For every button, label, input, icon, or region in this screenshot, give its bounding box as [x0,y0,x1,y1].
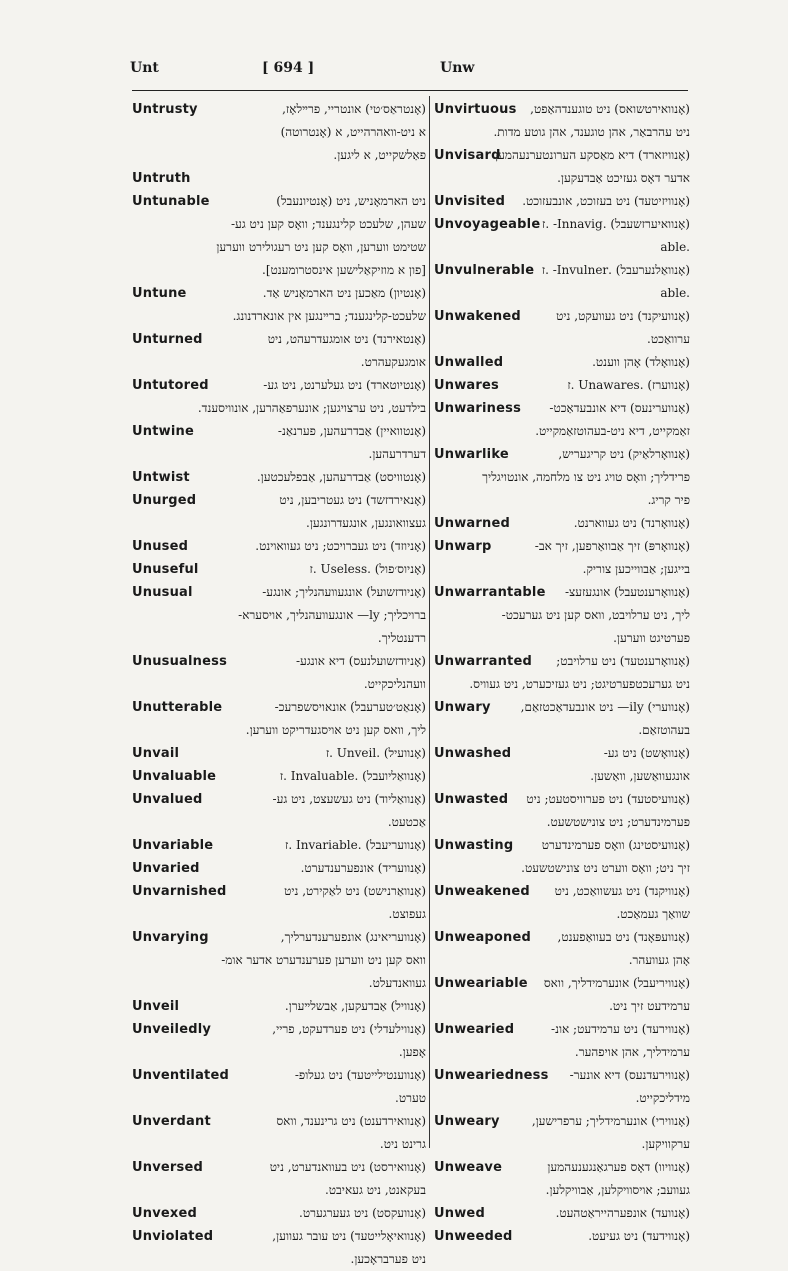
entry-definition: (אָנוועריד) אונפערענדערט. [300,861,426,875]
dictionary-entry [434,305,690,351]
entry-headword: Unwalled [434,355,504,370]
dictionary-entry [132,167,426,190]
entry-headword: Unwarranted [434,654,532,669]
entry-continuation: געפוצט. [388,907,426,921]
entry-first-line [434,259,690,282]
entry-continuation: פיר קריג. [647,493,690,507]
entry-continuation: ערקוויקען. [641,1137,690,1151]
entry-continuation: בעקאנט, ניט געאיבט. [324,1183,426,1197]
dictionary-entry [132,190,426,282]
dictionary-entry [434,926,690,972]
dictionary-entry [434,1156,690,1202]
entry-first-line [434,1202,690,1225]
entry-headword: Unturned [132,332,203,347]
entry-first-line [132,995,426,1018]
entry-definition: (אָנווילעדלי) ניט פערדעקט, פריי, [272,1022,426,1036]
entry-headword: Unvaried [132,861,200,876]
entry-headword: Unwarrantable [434,585,546,600]
entry-definition: (אָנוועיקנד) ניט געוועקט, ניט [556,309,690,323]
entry-continuation: זאַמקייט, דיא ניט-בעהוטזאַמקייט. [535,424,690,438]
entry-continuation: ברויכליך; ly— אונגעוועהנליך, אויסערא- [238,608,426,622]
entry-headword: Unweakened [434,884,530,899]
entry-first-line [132,696,426,719]
entry-definition: (אָנוואָרנד) ניט געווארנט. [573,516,690,530]
entry-headword: Unwares [434,378,499,393]
dictionary-entry [132,374,426,420]
entry-definition: ניט הארמאָניש, ניט (אָנטיונעבל) [276,194,426,208]
right-column [434,98,690,1248]
dictionary-entry [434,650,690,696]
entry-definition: (אָנוועריאינג) אונפערענדערליך, [280,930,426,944]
entry-definition: (אָנוויל) אַבדעקען, אַבשלײערן. [284,999,426,1013]
entry-headword: Unvariable [132,838,214,853]
entry-definition: (אָנוועיסטעד) ניט פערוויסטעט; ניט [526,792,690,806]
dictionary-entry [132,558,426,581]
entry-definition: (אָנוואָרענטעד) ניט ערלויבט; [556,654,690,668]
entry-continuation: פערטיגט ווערען. [613,631,690,645]
entry-headword: Unwariness [434,401,522,416]
entry-headword: Unventilated [132,1068,229,1083]
dictionary-entry [132,742,426,765]
entry-definition: (אָנוואירסט) ניט בעוואנדערט, ניט [269,1160,426,1174]
entry-definition: (אָנאַט׳טערעבל) אונאויסשפרעכ- [274,700,426,714]
entry-continuation: [פון א מוזיקאַלישען אינסטרומענט]. [262,263,426,277]
entry-first-line [132,1018,426,1041]
dictionary-entry [434,1064,690,1110]
dictionary-entry [132,581,426,650]
dictionary-entry [434,834,690,880]
entry-first-line [434,190,690,213]
entry-definition: (אָנוואיערזשעבל) .Innavig- .ז [542,217,690,231]
entry-headword: Untruth [132,171,191,186]
entry-headword: Unvisard [434,148,501,163]
entry-continuation: געוואנדעלט. [368,976,426,990]
dictionary-entry [132,489,426,535]
dictionary-entry [132,98,426,167]
entry-first-line [132,1225,426,1248]
entry-first-line [132,1156,426,1179]
entry-continuation: וועהנליכקייט. [363,677,426,691]
entry-continuation: גרינט ניט. [379,1137,426,1151]
dictionary-entry [434,880,690,926]
entry-headword: Unvirtuous [434,102,517,117]
entry-first-line [434,351,690,374]
entry-first-line [132,880,426,903]
entry-headword: Unwarp [434,539,492,554]
entry-headword: Unvarnished [132,884,227,899]
entry-first-line [132,282,426,305]
entry-continuation: בעהוטזאַם. [638,723,690,737]
dictionary-entry [434,696,690,742]
entry-definition: (אָנוואיאָלייטעד) ניט עובר געווען, [272,1229,426,1243]
entry-definition: (אָנטוויסט) אַבדרעהען, אַבפלעכטען. [256,470,426,484]
entry-continuation: ערמידעט זיך ניט. [609,999,690,1013]
entry-headword: Unvarying [132,930,209,945]
entry-first-line [434,926,690,949]
entry-first-line [434,1156,690,1179]
entry-headword: Unweary [434,1114,500,1129]
entry-first-line [434,1110,690,1133]
entry-continuation: ניט גערעכטפערטיגט; ניט געזיכערט, ניט געוויס. [469,677,690,691]
entry-continuation: אדער דאָס געזיכט אַבדעקען. [557,171,690,185]
dictionary-entry [434,972,690,1018]
column-divider [429,96,430,1148]
entry-headword: Unwarlike [434,447,509,462]
entry-headword: Unvulnerable [434,263,535,278]
dictionary-entry [132,1156,426,1202]
entry-continuation: ליך, וואס קען ניט אויסגעדריקט ווערען. [245,723,426,737]
entry-headword: Unvisited [434,194,506,209]
entry-first-line [434,512,690,535]
dictionary-entry [434,259,690,305]
entry-first-line [132,834,426,857]
entry-continuation: אָפען. [398,1045,426,1059]
entry-definition: (אָנווידעד) ניט געיעט. [588,1229,690,1243]
dictionary-entry [434,581,690,650]
entry-first-line [132,489,426,512]
entry-headword: Unutterable [132,700,223,715]
entry-first-line [434,696,690,719]
entry-headword: Unwakened [434,309,521,324]
entry-definition: (אָנוואַלנערעבל) .Invulner- .ז [541,263,690,277]
entry-headword: Unvalued [132,792,203,807]
entry-first-line [434,535,690,558]
dictionary-entry [434,535,690,581]
entry-first-line [434,1018,690,1041]
dictionary-entry [434,144,690,190]
entry-headword: Untrusty [132,102,198,117]
entry-headword: Unwasted [434,792,509,807]
entry-headword: Unveil [132,999,180,1014]
dictionary-entry [132,880,426,926]
dictionary-entry [132,926,426,995]
entry-first-line [132,788,426,811]
entry-definition: (אָנטיוטארד) ניט געלערנט, ניט גע- [263,378,426,392]
dictionary-entry [132,1110,426,1156]
entry-continuation: אַכטעט. [387,815,426,829]
entry-first-line [132,167,426,190]
dictionary-entry [132,995,426,1018]
entry-headword: Unweave [434,1160,503,1175]
entry-headword: Untwine [132,424,194,439]
entry-headword: Unusualness [132,654,228,669]
entry-first-line [132,1110,426,1133]
entry-first-line [434,581,690,604]
entry-continuation: ערוואַכט. [647,332,690,346]
dictionary-entry [434,351,690,374]
entry-headword: Unwarned [434,516,510,531]
entry-continuation: זיך ניט; וואָס ווערט ניט צונישטשעט. [521,861,690,875]
dictionary-entry [434,512,690,535]
entry-headword: Untune [132,286,187,301]
dictionary-entry [132,328,426,374]
entry-headword: Unvail [132,746,180,761]
dictionary-entry [434,1225,690,1248]
entry-first-line [132,1202,426,1225]
entry-definition: (אָנוויקנד) ניט געשוואַכט, ניט [554,884,690,898]
entry-continuation: בילדעט, ניט ערצויגען; אונערפאַהרען, אונוויסענד. [197,401,426,415]
entry-definition: (אָנוויוו) דאָס פערגאַנגענעהמען [547,1160,690,1174]
entry-continuation: רדענטליך. [377,631,426,645]
entry-definition: (אָנאירדזשד) ניט געטריבען, ניט [279,493,426,507]
dictionary-entry [132,466,426,489]
entry-first-line [132,742,426,765]
entry-definition: (אָנווירי) אונערמידליך; ערפרישען, [531,1114,690,1128]
entry-continuation: פערמינדערט; ניט צונישטשעט. [546,815,690,829]
entry-first-line [132,466,426,489]
entry-first-line [434,144,690,167]
entry-definition: (אָנוועד) אונפערהייראַטהעט. [555,1206,690,1220]
header-right-guideword: Unw [440,60,475,76]
entry-headword: Unwearied [434,1022,515,1037]
dictionary-entry [132,1225,426,1271]
entry-continuation: אונגעוואַשען, וואַשען. [590,769,690,783]
entry-continuation: שלעכט-קלינגענד; ברײנגען אין אונארדנונג. [232,309,426,323]
entry-first-line [434,98,690,121]
entry-first-line [434,397,690,420]
entry-headword: Unwary [434,700,491,715]
entry-definition: (אָנווערי) ily— ניט אונבעדאַכטזאַם, [520,700,690,714]
left-column [132,98,426,1271]
entry-definition: (אָנווירעדנעס) דיא אונער- [569,1068,690,1082]
entry-definition: (אָנוויזיטעד) ניט בעזוכט, אונבעזוכט. [522,194,690,208]
entry-headword: Unwasting [434,838,514,853]
entry-definition: (אָנטראַס׳טי) אונטריי, פרײלאָז, [282,102,426,116]
dictionary-entry [132,696,426,742]
dictionary-entry [434,98,690,144]
entry-first-line [132,535,426,558]
dictionary-entry [434,374,690,397]
entry-continuation: ליך, ניט ערלויבט, וואס קען ניט גערעכט- [501,608,690,622]
dictionary-entry [132,535,426,558]
entry-headword: Unused [132,539,189,554]
dictionary-entry [434,397,690,443]
entry-continuation: געצוואונגען, אונגעדרונגען. [306,516,426,530]
entry-headword: Unweariable [434,976,528,991]
dictionary-entry [132,834,426,857]
entry-first-line [434,443,690,466]
entry-first-line [132,420,426,443]
entry-first-line [132,926,426,949]
entry-definition: (אָנווערינעס) דיא אונבעדאַכט- [549,401,690,415]
entry-first-line [434,1225,690,1248]
entry-headword: Unwed [434,1206,485,1221]
entry-first-line [132,650,426,673]
dictionary-entry [434,190,690,213]
entry-headword: Unveiledly [132,1022,212,1037]
entry-definition: (אָנווענטילייטעד) ניט געלופ- [294,1068,426,1082]
entry-definition: (אָנוועיל) .Unveil .ז [325,746,426,760]
entry-first-line [434,305,690,328]
entry-headword: Unusual [132,585,193,600]
entry-definition: (אָנוויריעבל) אונערמידליך, וואס [543,976,690,990]
entry-definition: (אָנוויזארד) דיא מאַסקע הערונטערנעהמען [495,148,690,162]
entry-first-line [434,213,690,236]
entry-definition: (אָנטוואיין) אַבדרעהען, פערנאַנ- [277,424,426,438]
entry-continuation: אָהן געוועהר. [628,953,690,967]
entry-definition: (אָנוואָלד) אָהן ווענט. [592,355,690,369]
entry-first-line [132,98,426,121]
entry-headword: Untwist [132,470,190,485]
entry-continuation: שטימט ווערען, וואָס קען ניט רעגולירט ווערען [216,240,426,254]
entry-definition: (אָניודזשועלנעס) דיא אונגע- [295,654,426,668]
entry-first-line [434,742,690,765]
entry-headword: Unweaponed [434,930,532,945]
entry-first-line [434,788,690,811]
entry-continuation: able. [660,286,690,300]
entry-first-line [434,880,690,903]
entry-definition: (אָנוואירטשואס) ניט טוגענדהאַפט, [530,102,690,116]
dictionary-entry [434,1202,690,1225]
entry-headword: Untunable [132,194,210,209]
header-left-guideword: Unt [130,60,159,76]
entry-first-line [132,328,426,351]
page-number: [ 694 ] [262,60,315,76]
entry-first-line [132,1064,426,1087]
entry-headword: Untutored [132,378,209,393]
entry-continuation: מידליכקייט. [635,1091,690,1105]
dictionary-entry [434,788,690,834]
dictionary-entry [434,443,690,512]
entry-definition: (אָנווירעד) ניט ערמידעט; אונ- [551,1022,690,1036]
entry-first-line [434,650,690,673]
entry-first-line [434,972,690,995]
entry-continuation: אומגעקעהרט. [360,355,426,369]
dictionary-entry [132,650,426,696]
dictionary-entry [132,1202,426,1225]
entry-definition: (אָנוואַרנישט) ניט לאַקירט, ניט [284,884,426,898]
entry-headword: Unviolated [132,1229,214,1244]
entry-headword: Unweariedness [434,1068,549,1083]
entry-continuation: דערדרעהען. [368,447,426,461]
entry-first-line [132,581,426,604]
entry-continuation: וואס קען ניט ווערען פערענדערט אדער אומ- [221,953,426,967]
entry-continuation: able. [660,240,690,254]
entry-headword: Unurged [132,493,197,508]
dictionary-entry [132,857,426,880]
entry-definition: (אָנוואַליוד) ניט געשעצט, ניט גע- [272,792,426,806]
entry-headword: Unvoyageable [434,217,541,232]
entry-headword: Unvexed [132,1206,198,1221]
entry-first-line [434,1064,690,1087]
entry-continuation: טערט. [395,1091,426,1105]
entry-headword: Unwashed [434,746,512,761]
entry-continuation: פרידליך; וואָס טויג ניט צו מלחמה, אונטויגליך [482,470,690,484]
entry-definition: (אָנוואַליועבל) .Invaluable .ז [279,769,426,783]
entry-first-line [132,374,426,397]
entry-definition: (אָנוועפּאָנד) ניט בעוואַפענט, [557,930,690,944]
entry-definition: (אָניודזשועל) אונגעוועהנליך; אונגע- [262,585,426,599]
entry-headword: Unuseful [132,562,199,577]
entry-definition: (אָנטאירנד) ניט אומגעדרעהט, ניט [267,332,426,346]
entry-first-line [132,558,426,581]
dictionary-entry [434,213,690,259]
dictionary-entry [132,1064,426,1110]
entry-definition: (אָנוועקסט) ניט געערגערט. [299,1206,426,1220]
entry-continuation: געוועב; אויסוויקלען, אַבוויקלען. [545,1183,690,1197]
entry-definition: (אָנווערז) .Unawares .ז [567,378,690,392]
entry-definition: (אָנוואירדענט) ניט גרינענד, וואס [276,1114,426,1128]
entry-definition: (אָנוואָרלאַיק) ניט קריגעריש, [558,447,690,461]
entry-definition: (אָנוועריעבל) .Invariable .ז [284,838,426,852]
entry-definition: (אָנוואָרפּ) זיך אַבוואַרפען, זיך אב- [534,539,690,553]
entry-headword: Unvaluable [132,769,217,784]
entry-first-line [132,857,426,880]
header-rule [132,90,688,91]
entry-continuation: בייגען; אַבווייכען צוריק. [582,562,690,576]
entry-continuation: פאַלשקייט, א ליגען. [333,148,426,162]
entry-first-line [434,834,690,857]
entry-continuation: ניט פערבראָכען. [350,1252,426,1266]
entry-definition: (אָנוועיסטינג) וואָס פערמינדערט [541,838,690,852]
dictionary-entry [434,742,690,788]
entry-definition: (אָנוואָשט) ניט גע- [603,746,690,760]
page-header [0,60,788,82]
dictionary-entry [132,1018,426,1064]
entry-continuation: א ניט-וואהרהייט, א (אָנטרוטה) [280,125,426,139]
entry-continuation: שעהן, שלעכט קלינגענד; וואָס קען ניט גע- [230,217,426,231]
entry-continuation: שוואַך געמאַכט. [616,907,690,921]
entry-first-line [132,190,426,213]
dictionary-entry [434,1110,690,1156]
dictionary-entry [434,1018,690,1064]
entry-first-line [434,374,690,397]
entry-continuation: ניט עהרבאַר, אהן טוגענד, אהן גוטע מדות. [493,125,690,139]
dictionary-entry [132,420,426,466]
entry-first-line [132,765,426,788]
entry-definition: (אָנטיון) מאַכען ניט הארמאָניש אַד. [262,286,426,300]
dictionary-entry [132,788,426,834]
entry-headword: Unweeded [434,1229,513,1244]
entry-definition: (אָנוואָרענטעבל) אונגעזעצ- [564,585,690,599]
dictionary-entry [132,282,426,328]
entry-definition: (אָניוזד) ניט געברויכט; ניט געוואוינט. [255,539,426,553]
dictionary-entry [132,765,426,788]
entry-headword: Unversed [132,1160,203,1175]
entry-continuation: ערמידליך, אהן אויפהער. [574,1045,690,1059]
entry-headword: Unverdant [132,1114,211,1129]
entry-definition: (אָניוס׳פול) .Useless .ז [309,562,426,576]
